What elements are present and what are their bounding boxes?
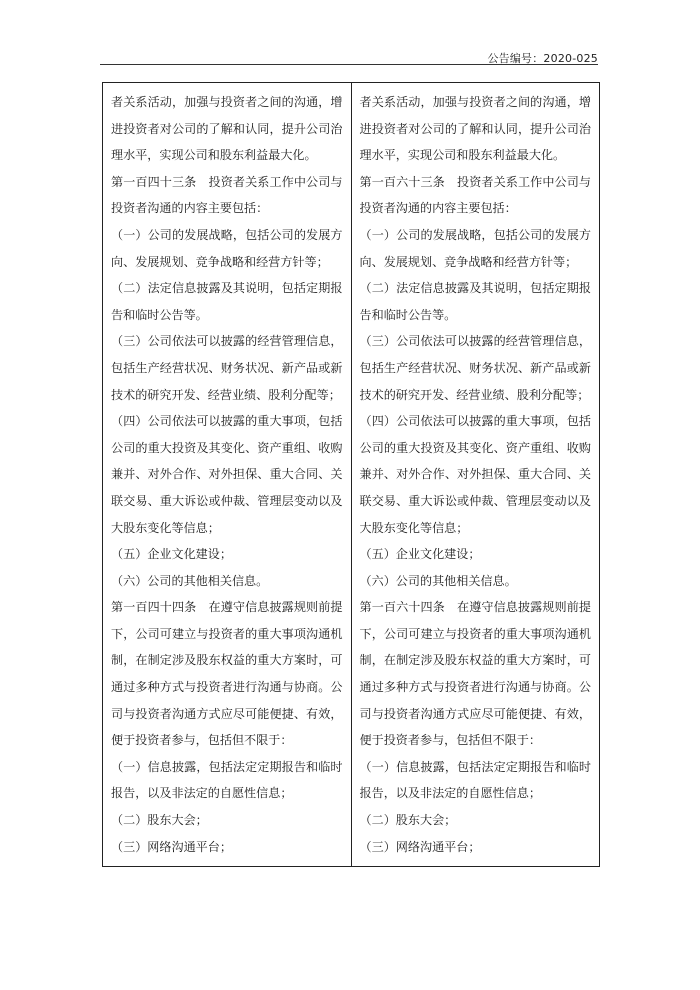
article-heading: 第一百六十四条 在遵守信息披露规则前提下，公司可建立与投资者的重大事项沟通机制，在制定涉及股东权益的重大方案时，可通过多种方式与投资者进行沟通与协商。公司与投资者沟通方式应尽可能便捷、有效，便于投资者参与，包括但不限于： — [359, 600, 591, 748]
header-divider — [100, 64, 598, 65]
list-item: （六）公司的其他相关信息。 — [359, 573, 517, 588]
articles-comparison-table — [102, 82, 600, 867]
list-item: （二）股东大会； — [359, 813, 457, 828]
list-item: （二）股东大会； — [111, 813, 208, 828]
article-heading: 第一百四十三条 投资者关系工作中公司与投资者沟通的内容主要包括： — [111, 174, 343, 216]
paragraph: 者关系活动，加强与投资者之间的沟通，增进投资者对公司的了解和认同，提升公司治理水平，实现公司和股东利益最大化。 — [111, 95, 343, 163]
list-item: （三）网络沟通平台； — [359, 839, 481, 854]
list-item: （六）公司的其他相关信息。 — [111, 573, 269, 588]
paragraph: 者关系活动，加强与投资者之间的沟通，增进投资者对公司的了解和认同，提升公司治理水平，实现公司和股东利益最大化。 — [359, 95, 591, 163]
original-articles-cell — [103, 83, 352, 867]
table-row — [103, 83, 600, 867]
list-item: （五）企业文化建设； — [111, 547, 232, 562]
list-item: （一）公司的发展战略，包括公司的发展方向、发展规划、竞争战略和经营方针等； — [359, 227, 591, 269]
list-item: （三）公司依法可以披露的经营管理信息，包括生产经营状况、财务状况、新产品或新技术的研究开发、经营业绩、股利分配等； — [359, 334, 591, 402]
list-item: （一）公司的发展战略，包括公司的发展方向、发展规划、竞争战略和经营方针等； — [111, 227, 343, 269]
list-item: （二）法定信息披露及其说明，包括定期报告和临时公告等。 — [359, 281, 591, 322]
list-item: （三）网络沟通平台； — [111, 839, 232, 854]
list-item: （二）法定信息披露及其说明，包括定期报告和临时公告等。 — [111, 281, 343, 322]
list-item: （一）信息披露，包括法定定期报告和临时报告，以及非法定的自愿性信息； — [359, 759, 591, 801]
list-item: （五）企业文化建设； — [359, 547, 481, 562]
list-item: （三）公司依法可以披露的经营管理信息，包括生产经营状况、财务状况、新产品或新技术的研究开发、经营业绩、股利分配等； — [111, 334, 343, 402]
announcement-number: 公告编号：2020-025 — [487, 52, 598, 65]
article-heading: 第一百六十三条 投资者关系工作中公司与投资者沟通的内容主要包括： — [359, 174, 591, 216]
article-heading: 第一百四十四条 在遵守信息披露规则前提下，公司可建立与投资者的重大事项沟通机制，在制定涉及股东权益的重大方案时，可通过多种方式与投资者进行沟通与协商。公司与投资者沟通方式应尽可能便捷、有效，便于投资者参与，包括但不限于： — [111, 600, 343, 748]
list-item: （一）信息披露，包括法定定期报告和临时报告，以及非法定的自愿性信息； — [111, 759, 343, 801]
list-item: （四）公司依法可以披露的重大事项，包括公司的重大投资及其变化、资产重组、收购兼并、对外合作、对外担保、重大合同、关联交易、重大诉讼或仲裁、管理层变动以及大股东变化等信息； — [359, 414, 591, 535]
list-item: （四）公司依法可以披露的重大事项，包括公司的重大投资及其变化、资产重组、收购兼并、对外合作、对外担保、重大合同、关联交易、重大诉讼或仲裁、管理层变动以及大股东变化等信息； — [111, 414, 343, 535]
revised-articles-cell — [351, 83, 600, 867]
